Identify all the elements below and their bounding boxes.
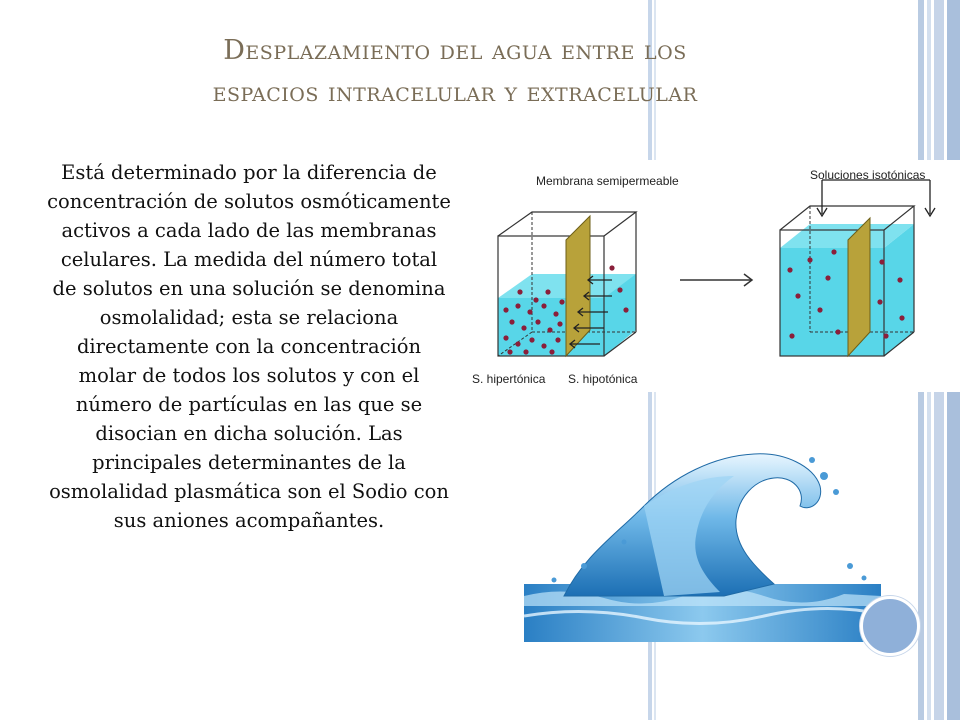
box-after — [780, 180, 935, 356]
label-hypotonic: S. hipotónica — [568, 372, 638, 386]
water-splash-image — [524, 446, 881, 642]
slide-title-line-2: espacios intracelular y extracelular — [212, 77, 698, 108]
label-hypertonic: S. hipertónica — [472, 372, 546, 386]
transition-arrow — [680, 274, 752, 286]
body-paragraph: Está determinado por la diferencia de concentración de solutos osmóticamente activos a cada lado de las membranas celulares. La medida del número total de solutos en una solución se denomina osmolalidad; esta se relaciona directamente con la concentración molar de todos los solutos y con el número de partículas en las que se disocian en dicha solución. Las principales determinantes de la osmolalidad plasmática son el Sodio con sus aniones acompañantes. — [47, 161, 451, 532]
label-isotonic: Soluciones isotónicas — [810, 168, 926, 182]
decor-circle — [860, 596, 920, 656]
box-before — [498, 212, 636, 356]
label-membrane: Membrana semipermeable — [536, 174, 679, 188]
slide-title — [40, 30, 870, 114]
osmosis-diagram-graphic — [462, 160, 960, 392]
slide-title-line-1: Desplazamiento del agua entre los — [223, 35, 687, 66]
osmosis-diagram — [462, 160, 960, 392]
